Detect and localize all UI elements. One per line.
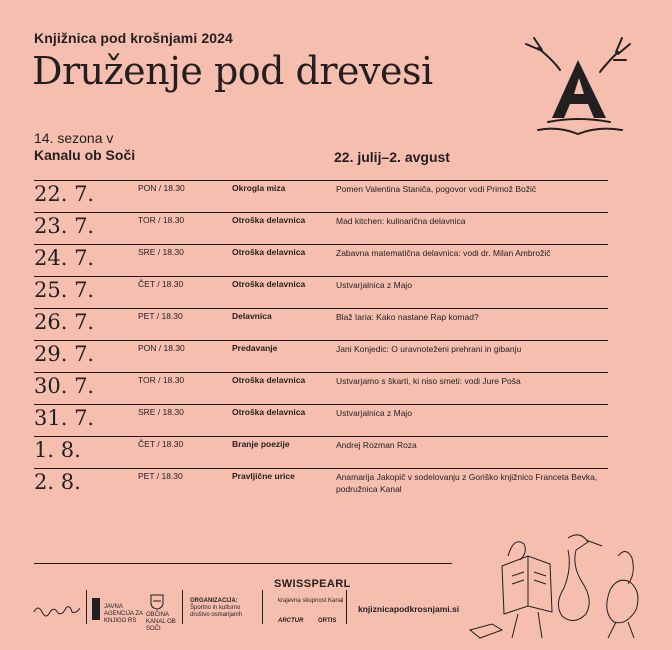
event-day: SRE / 18.30 <box>138 247 184 257</box>
event-type: Delavnica <box>232 311 272 321</box>
arctur-logo: ARCTUR <box>278 618 304 624</box>
event-day: PON / 18.30 <box>138 343 185 353</box>
sponsor-municipality: OBČINA KANAL OB SOČI <box>146 612 176 632</box>
event-date: 26. 7. <box>34 310 95 334</box>
event-row <box>34 308 479 340</box>
divider <box>34 372 608 373</box>
divider <box>34 244 608 245</box>
event-date: 22. 7. <box>34 182 95 206</box>
event-date: 1. 8. <box>34 438 81 462</box>
divider <box>34 276 608 277</box>
event-day: PET / 18.30 <box>138 311 183 321</box>
event-row <box>34 436 440 468</box>
event-desc: Blaž Iaria: Kako nastane Rap komad? <box>336 312 479 322</box>
event-date: 2. 8. <box>34 470 81 494</box>
event-type: Otroška delavnica <box>232 407 306 417</box>
event-type: Pravljične urice <box>232 471 295 481</box>
event-day: PON / 18.30 <box>138 183 185 193</box>
event-day: SRE / 18.30 <box>138 407 184 417</box>
location-label: Kanalu ob Soči <box>34 147 136 163</box>
event-row <box>34 244 551 276</box>
divider <box>34 340 608 341</box>
event-row <box>34 212 466 244</box>
event-type: Otroška delavnica <box>232 247 306 257</box>
footer-divider <box>34 563 452 564</box>
event-type: Predavanje <box>232 343 278 353</box>
event-desc: Mad kitchen: kulinarična delavnica <box>336 216 466 226</box>
event-day: TOR / 18.30 <box>138 375 185 385</box>
event-date: 29. 7. <box>34 342 95 366</box>
page-title: Druženje pod drevesi <box>32 49 433 93</box>
event-row <box>34 468 598 509</box>
event-day: TOR / 18.30 <box>138 215 185 225</box>
event-type: Branje poezije <box>232 439 290 449</box>
event-row <box>34 180 537 212</box>
event-day: ČET / 18.30 <box>138 279 184 289</box>
reading-birds-illustration <box>468 526 654 644</box>
event-date: 30. 7. <box>34 374 95 398</box>
org-name: Športno in kulturno društvo osmanjanih <box>190 605 243 618</box>
region-label: krajevna skupnost Kanal <box>278 598 344 604</box>
divider <box>34 180 608 181</box>
divider <box>34 308 608 309</box>
signature-logo <box>32 600 82 625</box>
sponsor-jak: JAVNA AGENCIJA ZA KNJIGO RS <box>104 604 143 624</box>
event-type: Otroška delavnica <box>232 215 306 225</box>
event-row <box>34 372 521 404</box>
jak-logo <box>92 598 100 620</box>
series-title: Knjižnica pod krošnjami 2024 <box>34 30 233 46</box>
footer-separator <box>262 590 263 624</box>
season-label: 14. sezona v <box>34 130 114 146</box>
divider <box>34 436 608 437</box>
a-tree-logo <box>518 30 640 140</box>
event-type: Otroška delavnica <box>232 375 306 385</box>
footer-separator <box>86 590 87 624</box>
schedule-table <box>34 180 598 509</box>
event-row <box>34 404 440 436</box>
event-day: ČET / 18.30 <box>138 439 184 449</box>
period-label: 22. julij–2. avgust <box>334 149 450 165</box>
event-date: 31. 7. <box>34 406 95 430</box>
event-type: Okrogla miza <box>232 183 286 193</box>
event-date: 24. 7. <box>34 246 95 270</box>
divider <box>34 404 608 405</box>
org-label: ORGANIZACIJA: <box>190 598 238 604</box>
divider <box>34 468 608 469</box>
website-link[interactable]: knjiznicapodkrosnjami.si <box>358 604 460 614</box>
footer-separator <box>182 590 183 624</box>
event-desc: Andrej Rozman Roza <box>336 440 417 450</box>
divider <box>34 212 608 213</box>
event-day: PET / 18.30 <box>138 471 183 481</box>
event-desc: Ustvarjalnica z Majo <box>336 408 413 418</box>
event-type: Otroška delavnica <box>232 279 306 289</box>
swisspearl-logo: SWISSPEARL <box>274 578 351 590</box>
event-desc: Jani Konjedic: O uravnoteženi prehrani in gibanju <box>336 344 522 354</box>
ortis-logo: ORTIS <box>318 618 337 624</box>
event-row <box>34 276 440 308</box>
event-desc: Zabavna matematična delavnica: vodi dr. Milan Ambrožič <box>336 248 551 258</box>
event-row <box>34 340 522 372</box>
event-date: 23. 7. <box>34 214 95 238</box>
event-desc: Ustvarjalnica z Majo <box>336 280 413 290</box>
event-desc: Anamarija Jakopič v sodelovanju z Goriško knjižnico Franceta Bevka, podružnica Kanal <box>336 472 598 494</box>
event-desc: Pomen Valentina Staniča, pogovor vodi Primož Božič <box>336 184 537 194</box>
footer-separator <box>346 590 347 624</box>
event-desc: Ustvarjamo s škarti, ki niso smeti: vodi Jure Poša <box>336 376 521 386</box>
event-date: 25. 7. <box>34 278 95 302</box>
